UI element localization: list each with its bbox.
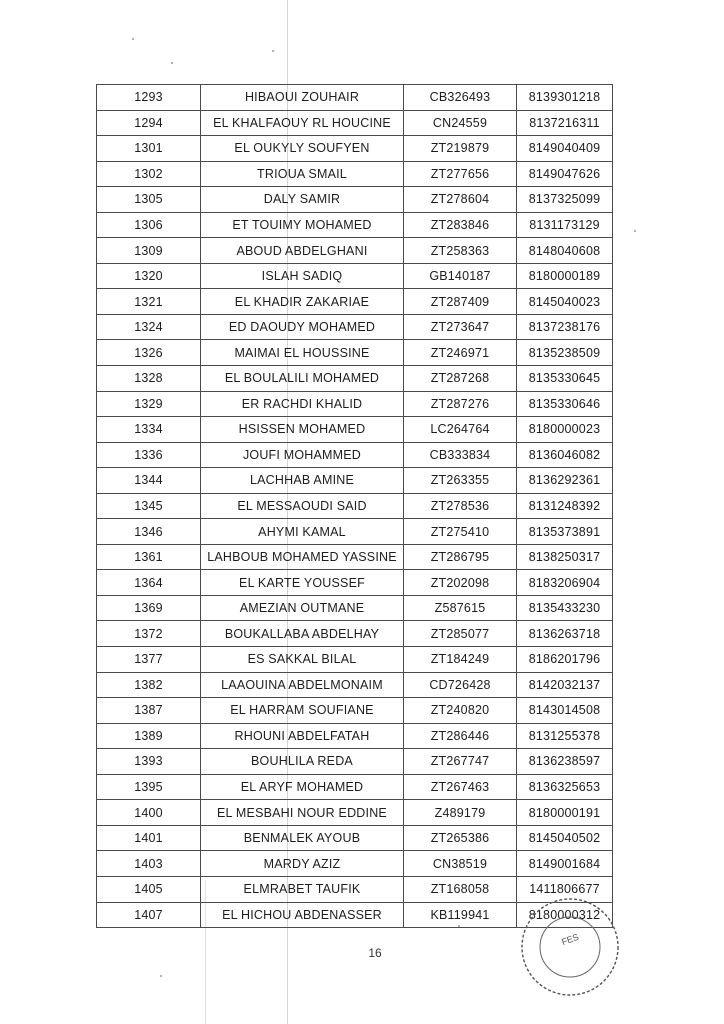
row-number-cell: 1336 [97,442,201,468]
id-number-cell: ZT275410 [404,519,517,545]
student-name-cell: ET TOUIMY MOHAMED [201,212,404,238]
table-row [97,212,613,238]
code-number-cell: 8145040023 [517,289,613,315]
table-row [97,263,613,289]
student-name-cell: BOUKALLABA ABDELHAY [201,621,404,647]
id-number-cell: ZT286446 [404,723,517,749]
code-number-cell: 8135433230 [517,595,613,621]
student-name-cell: HSISSEN MOHAMED [201,417,404,443]
student-name-cell: RHOUNI ABDELFATAH [201,723,404,749]
student-name-cell: BOUHLILA REDA [201,749,404,775]
row-number-cell: 1293 [97,85,201,111]
student-name-cell: HIBAOUI ZOUHAIR [201,85,404,111]
table-row [97,800,613,826]
student-name-cell: LACHHAB AMINE [201,468,404,494]
student-name-cell: TRIOUA SMAIL [201,161,404,187]
code-number-cell: 8136046082 [517,442,613,468]
code-number-cell: 8131173129 [517,212,613,238]
student-name-cell: ISLAH SADIQ [201,263,404,289]
student-name-cell: JOUFI MOHAMMED [201,442,404,468]
student-name-cell: AMEZIAN OUTMANE [201,595,404,621]
code-number-cell: 8131255378 [517,723,613,749]
row-number-cell: 1393 [97,749,201,775]
student-name-cell: DALY SAMIR [201,187,404,213]
row-number-cell: 1324 [97,314,201,340]
table-row [97,595,613,621]
row-number-cell: 1302 [97,161,201,187]
student-name-cell: EL HICHOU ABDENASSER [201,902,404,928]
row-number-cell: 1345 [97,493,201,519]
id-number-cell: ZT273647 [404,314,517,340]
id-number-cell: ZT287409 [404,289,517,315]
code-number-cell: 8183206904 [517,570,613,596]
student-name-cell: EL MESBAHI NOUR EDDINE [201,800,404,826]
code-number-cell: 8131248392 [517,493,613,519]
id-number-cell: ZT278604 [404,187,517,213]
scan-speck [171,62,173,64]
row-number-cell: 1403 [97,851,201,877]
table-row [97,621,613,647]
row-number-cell: 1320 [97,263,201,289]
table-row [97,289,613,315]
student-name-cell: EL HARRAM SOUFIANE [201,698,404,724]
student-name-cell: MAIMAI EL HOUSSINE [201,340,404,366]
table-row [97,723,613,749]
id-number-cell: ZT283846 [404,212,517,238]
id-number-cell: LC264764 [404,417,517,443]
id-number-cell: ZT277656 [404,161,517,187]
row-number-cell: 1329 [97,391,201,417]
student-name-cell: EL ARYF MOHAMED [201,774,404,800]
scan-speck [160,975,162,977]
row-number-cell: 1372 [97,621,201,647]
row-number-cell: 1407 [97,902,201,928]
id-number-cell: ZT202098 [404,570,517,596]
row-number-cell: 1294 [97,110,201,136]
student-name-cell: EL KHALFAOUY RL HOUCINE [201,110,404,136]
student-name-cell: EL OUKYLY SOUFYEN [201,136,404,162]
row-number-cell: 1301 [97,136,201,162]
row-number-cell: 1346 [97,519,201,545]
row-number-cell: 1305 [97,187,201,213]
row-number-cell: 1395 [97,774,201,800]
row-number-cell: 1334 [97,417,201,443]
table-row [97,468,613,494]
code-number-cell: 8138250317 [517,544,613,570]
table-row [97,161,613,187]
id-number-cell: CN38519 [404,851,517,877]
id-number-cell: ZT240820 [404,698,517,724]
code-number-cell: 8149001684 [517,851,613,877]
student-name-cell: AHYMI KAMAL [201,519,404,545]
student-name-cell: ELMRABET TAUFIK [201,876,404,902]
code-number-cell: 8136238597 [517,749,613,775]
id-number-cell: KB119941 [404,902,517,928]
code-number-cell: 8186201796 [517,647,613,673]
code-number-cell: 8135330645 [517,366,613,392]
student-name-cell: ABOUD ABDELGHANI [201,238,404,264]
student-name-cell: LAHBOUB MOHAMED YASSINE [201,544,404,570]
id-number-cell: CN24559 [404,110,517,136]
table-row [97,698,613,724]
id-number-cell: CB333834 [404,442,517,468]
table-row [97,570,613,596]
table-row [97,851,613,877]
row-number-cell: 1321 [97,289,201,315]
table-row [97,647,613,673]
table-body [97,85,613,928]
id-number-cell: ZT267747 [404,749,517,775]
code-number-cell: 8149047626 [517,161,613,187]
row-number-cell: 1389 [97,723,201,749]
id-number-cell: ZT267463 [404,774,517,800]
table-row [97,85,613,111]
id-number-cell: ZT258363 [404,238,517,264]
code-number-cell: 8180000189 [517,263,613,289]
code-number-cell: 8137325099 [517,187,613,213]
row-number-cell: 1309 [97,238,201,264]
id-number-cell: ZT287276 [404,391,517,417]
code-number-cell: 8180000191 [517,800,613,826]
student-name-cell: MARDY AZIZ [201,851,404,877]
table-row [97,493,613,519]
student-name-cell: EL MESSAOUDI SAID [201,493,404,519]
table-row [97,110,613,136]
table-row [97,519,613,545]
row-number-cell: 1369 [97,595,201,621]
id-number-cell: Z489179 [404,800,517,826]
student-name-cell: BENMALEK AYOUB [201,825,404,851]
id-number-cell: ZT168058 [404,876,517,902]
student-list-table [96,84,613,928]
table-row [97,314,613,340]
row-number-cell: 1405 [97,876,201,902]
student-name-cell: ED DAOUDY MOHAMED [201,314,404,340]
table-row [97,825,613,851]
table-row [97,749,613,775]
student-name-cell: ES SAKKAL BILAL [201,647,404,673]
code-number-cell: 8180000312 [517,902,613,928]
table-row [97,391,613,417]
id-number-cell: CD726428 [404,672,517,698]
row-number-cell: 1401 [97,825,201,851]
table-row [97,672,613,698]
student-name-cell: EL KARTE YOUSSEF [201,570,404,596]
code-number-cell: 8145040502 [517,825,613,851]
student-name-cell: EL BOULALILI MOHAMED [201,366,404,392]
code-number-cell: 8149040409 [517,136,613,162]
code-number-cell: 8137238176 [517,314,613,340]
table-row [97,238,613,264]
stamp-text: FES [560,931,581,948]
id-number-cell: ZT286795 [404,544,517,570]
table-row [97,136,613,162]
row-number-cell: 1364 [97,570,201,596]
scan-speck [272,50,274,52]
table-row [97,340,613,366]
code-number-cell: 8139301218 [517,85,613,111]
id-number-cell: ZT265386 [404,825,517,851]
id-number-cell: Z587615 [404,595,517,621]
code-number-cell: 8136263718 [517,621,613,647]
row-number-cell: 1306 [97,212,201,238]
row-number-cell: 1400 [97,800,201,826]
row-number-cell: 1328 [97,366,201,392]
id-number-cell: ZT263355 [404,468,517,494]
code-number-cell: 8180000023 [517,417,613,443]
row-number-cell: 1382 [97,672,201,698]
student-name-cell: LAAOUINA ABDELMONAIM [201,672,404,698]
code-number-cell: 8148040608 [517,238,613,264]
table-row [97,544,613,570]
scan-speck [132,38,134,40]
id-number-cell: ZT278536 [404,493,517,519]
row-number-cell: 1326 [97,340,201,366]
id-number-cell: ZT287268 [404,366,517,392]
table-row [97,774,613,800]
row-number-cell: 1361 [97,544,201,570]
student-name-cell: EL KHADIR ZAKARIAE [201,289,404,315]
table-row [97,417,613,443]
table-row [97,366,613,392]
code-number-cell: 8142032137 [517,672,613,698]
table-row [97,187,613,213]
row-number-cell: 1344 [97,468,201,494]
code-number-cell: 8136325653 [517,774,613,800]
id-number-cell: ZT246971 [404,340,517,366]
code-number-cell: 8135330646 [517,391,613,417]
id-number-cell: ZT285077 [404,621,517,647]
id-number-cell: CB326493 [404,85,517,111]
row-number-cell: 1377 [97,647,201,673]
code-number-cell: 8136292361 [517,468,613,494]
code-number-cell: 8137216311 [517,110,613,136]
code-number-cell: 8143014508 [517,698,613,724]
id-number-cell: GB140187 [404,263,517,289]
id-number-cell: ZT184249 [404,647,517,673]
id-number-cell: ZT219879 [404,136,517,162]
student-name-cell: ER RACHDI KHALID [201,391,404,417]
scan-speck [634,230,636,232]
code-number-cell: 8135373891 [517,519,613,545]
table-row [97,442,613,468]
university-stamp [518,895,622,999]
code-number-cell: 1411806677 [517,876,613,902]
row-number-cell: 1387 [97,698,201,724]
code-number-cell: 8135238509 [517,340,613,366]
page-number: 16 [368,946,382,960]
